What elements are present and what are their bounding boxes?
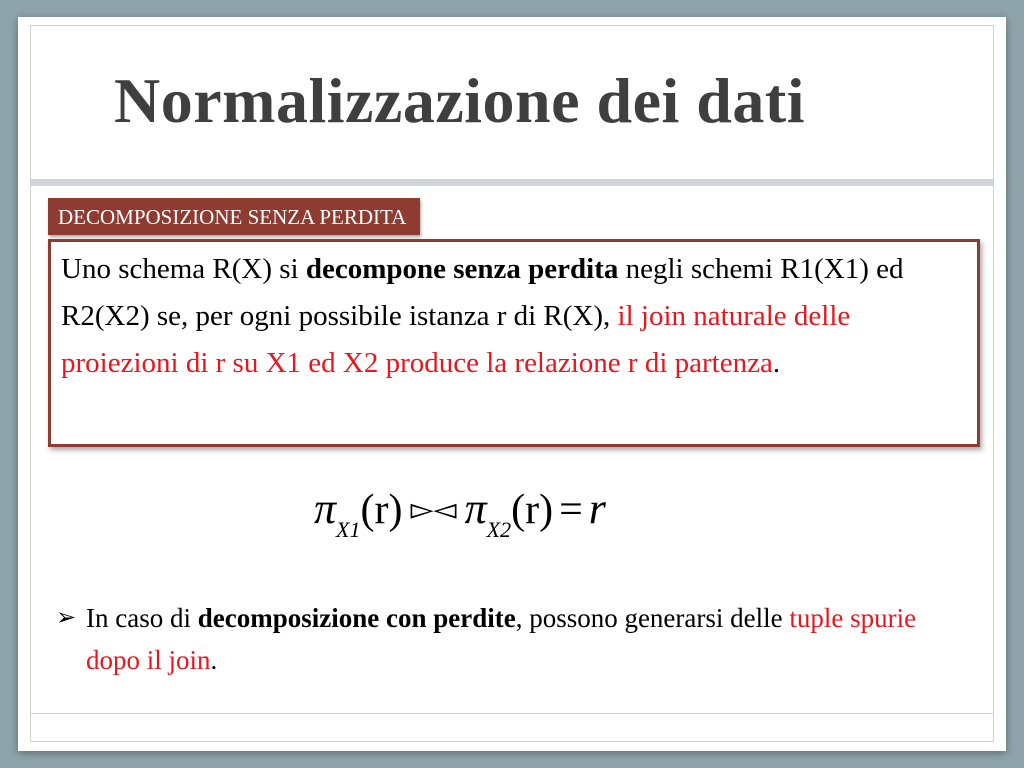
definition-text-1: Uno schema R(X) si — [61, 253, 306, 285]
definition-highlight: il join naturale delle proiezioni di r su X1 ed X2 produce la relazione r di partenza — [61, 300, 851, 379]
slide-title: Normalizzazione dei dati — [114, 65, 805, 136]
natural-join-symbol: ▻◅ — [410, 493, 457, 526]
equals-symbol: = — [559, 487, 583, 533]
slide — [18, 17, 1006, 751]
projection-subscript-2: X2 — [486, 517, 512, 542]
formula-result: r — [588, 484, 606, 533]
definition-box — [48, 239, 980, 447]
projection-arg-1: (r) — [360, 487, 403, 533]
definition-text-2: negli schemi R1(X1) ed R2(X2) se, per ogni possibile istanza r di R(X), — [61, 253, 904, 332]
section-tag: DECOMPOSIZIONE SENZA PERDITA — [48, 198, 420, 235]
footer-divider — [30, 713, 994, 714]
bullet-text-1: In caso di — [86, 603, 198, 633]
definition-end: . — [772, 347, 781, 379]
bullet-highlight: tuple spurie dopo il join — [86, 603, 917, 675]
arrow-bullet-icon: ➢ — [56, 605, 77, 631]
bullet-item — [56, 597, 956, 681]
bullet-bold: decomposizione con perdite — [197, 603, 516, 633]
projection-symbol-1: π — [314, 484, 337, 533]
projection-subscript-1: X1 — [336, 517, 361, 542]
bullet-text-2: , possono generarsi delle — [515, 603, 790, 633]
definition-bold: decompone senza perdita — [305, 253, 619, 285]
projection-symbol-2: π — [464, 484, 487, 533]
title-divider — [30, 179, 994, 186]
projection-arg-2: (r) — [511, 487, 554, 533]
bullet-end: . — [210, 645, 218, 675]
lossless-join-formula — [314, 484, 606, 542]
bullet-text — [86, 597, 956, 681]
